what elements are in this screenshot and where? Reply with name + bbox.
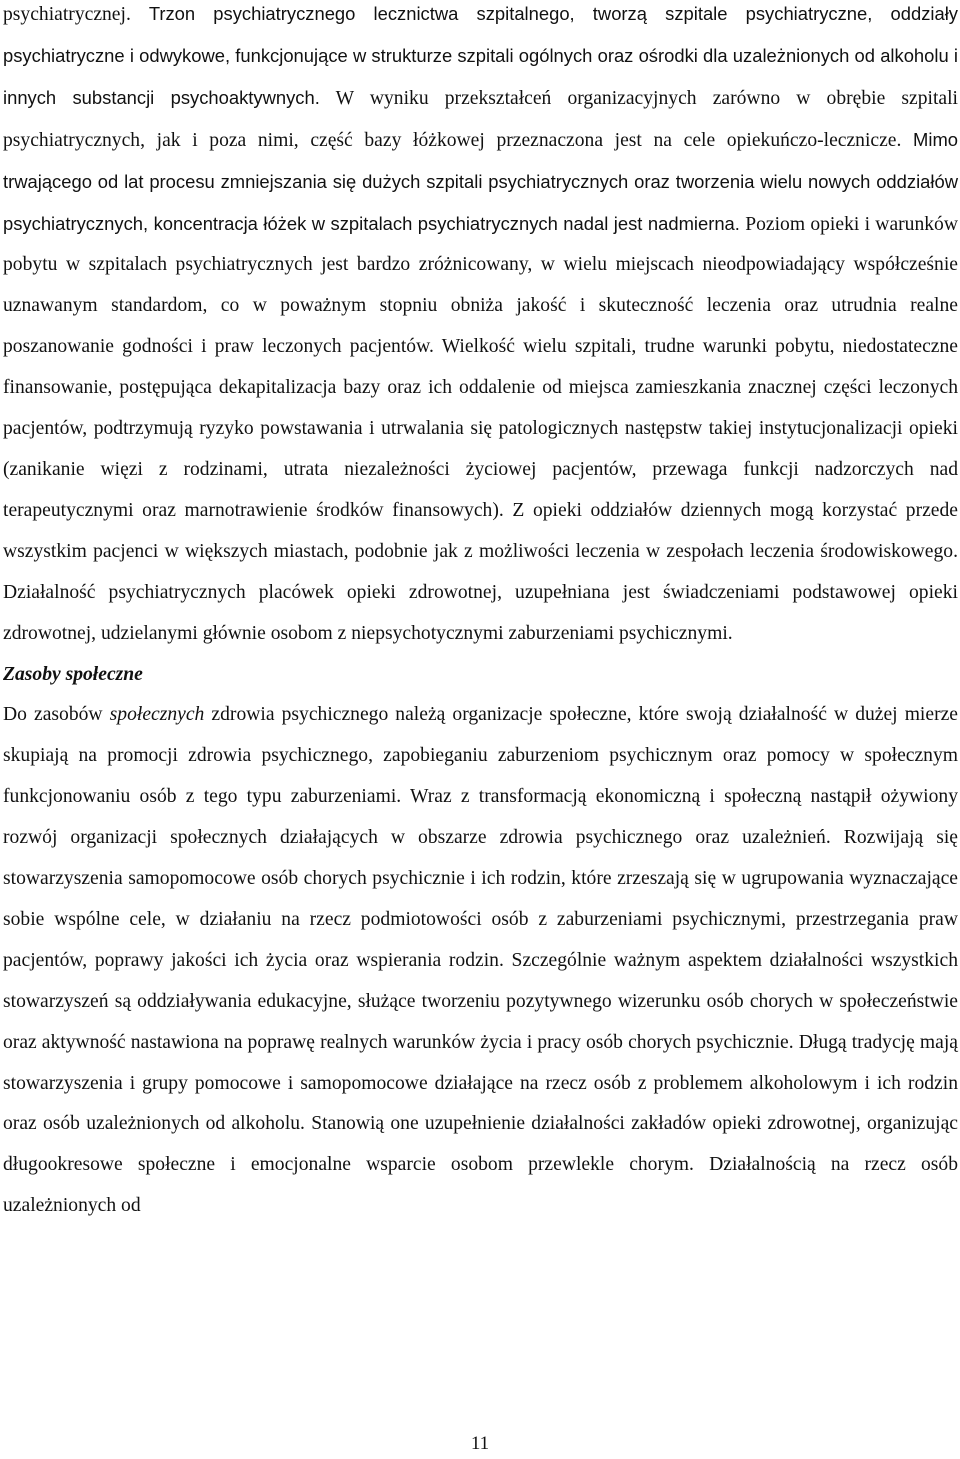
sentence: Poziom opieki i warunków pobytu w szpitalach psychiatrycznych jest bardzo zróżnicowany, w wielu miejscach nieodpowiadający współcześnie uznawanym standardom, co w poważnym stopniu obniża jakość i skuteczność leczenia oraz utrudnia realne poszanowanie godności i praw leczonych pacjentów. Wielkość wielu szpitali, trudne warunki pobytu, niedostateczne finansowanie, postępująca dekapitalizacja bazy oraz ich oddalenie od miejsca zamieszkania znacznej części leczonych pacjentów, podtrzymują ryzyko powstawania i utrwalania się patologicznych następstw takiej instytucjonalizacji opieki (zanikanie więzi z rodzinami, utrata niezależności życiowej pacjentów, przewaga funkcji nadzorczych nad terapeutycznymi oraz marnotrawienie środków finansowych). Z opieki oddziałów dziennych mogą korzystać przede wszystkim pacjenci w większych miastach, podobnie jak z możliwości leczenia w zespołach leczenia środowiskowego. Działalność psychiatrycznych placówek opieki zdrowotnej, uzupełniana jest świadczeniami podstawowej opieki zdrowotnej, udzielanymi głównie osobom z niepsychotycznymi zaburzeniami psychicznymi. — [3, 213, 958, 644]
page-number: 11 — [470, 1433, 490, 1454]
sentence: Mimo trwającego od lat procesu zmniejszania się dużych szpitali psychiatrycznych oraz tworzenia wielu nowych oddziałów psychiatrycznych, koncentracja łóżek w szpitalach psychiatrycznych nadal jest nadmierna. — [3, 128, 958, 234]
sentence: Trzon psychiatrycznego lecznictwa szpitalnego, tworzą szpitale psychiatryczne, oddziały psychiatryczne i odwykowe, funkcjonujące w strukturze szpitali ogólnych oraz ośrodki dla uzależnionych od alkoholu i innych substancji psychoaktywnych. — [3, 3, 958, 108]
sentence: W wyniku przekształceń organizacyjnych zarówno w obrębie szpitali psychiatrycznych, jak i poza nimi, część bazy łóżkowej przeznaczona jest na cele opiekuńczo-lecznicze. — [3, 87, 958, 151]
text-run: zdrowia psychicznego należą organizacje społeczne, które swoją działalność w dużej mierze skupiają na promocji zdrowia psychicznego, zapobieganiu zaburzeniom psychicznym oraz pomocy w społecznym funkcjonowaniu osób z tego typu zaburzeniami. Wraz z transformacją ekonomiczną i społeczną nastąpił ożywiony rozwój organizacji społecznych działających w obszarze zdrowia psychicznego oraz uzależnień. — [3, 704, 958, 849]
body-paragraph — [3, 695, 958, 1227]
sentence: psychiatrycznej. — [3, 4, 131, 25]
text-run: Rozwijają się stowarzyszenia samopomocowe osób chorych psychicznie i ich rodzin, które zrzeszają się w ugrupowania wyznaczające sobie wspólne cele, w działaniu na rzecz podmiotowości osób z zaburzeniami psychicznymi, przestrzegania praw pacjentów, poprawy jakości ich życia oraz wspierania rodzin. Szczególnie ważnym aspektem działalności wszystkich stowarzyszeń są oddziaływania edukacyjne, służące tworzeniu pozytywnego wizerunku osób chorych w społeczeństwie oraz aktywność nastawiona na poprawę realnych warunków życia i pracy osób chorych psychicznie. Długą tradycję mają stowarzyszenia i grupy pomocowe i samopomocowe działające na rzecz osób z problemem alkoholowym i ich rodzin oraz osób uzależnionych od alkoholu. Stanowią one uzupełnienie działalności zakładów opieki zdrowotnej, organizując długookresowe społeczne i emocjonalne wsparcie osobom przewlekle chorym. Działalnością na rzecz osób uzależnionych od — [3, 827, 958, 1217]
section-heading: Zasoby społeczne — [3, 663, 143, 685]
text-run: Do zasobów — [3, 704, 103, 726]
body-paragraph — [3, 0, 958, 655]
emphasized-word: społecznych — [109, 704, 205, 726]
document-page — [3, 0, 958, 1459]
